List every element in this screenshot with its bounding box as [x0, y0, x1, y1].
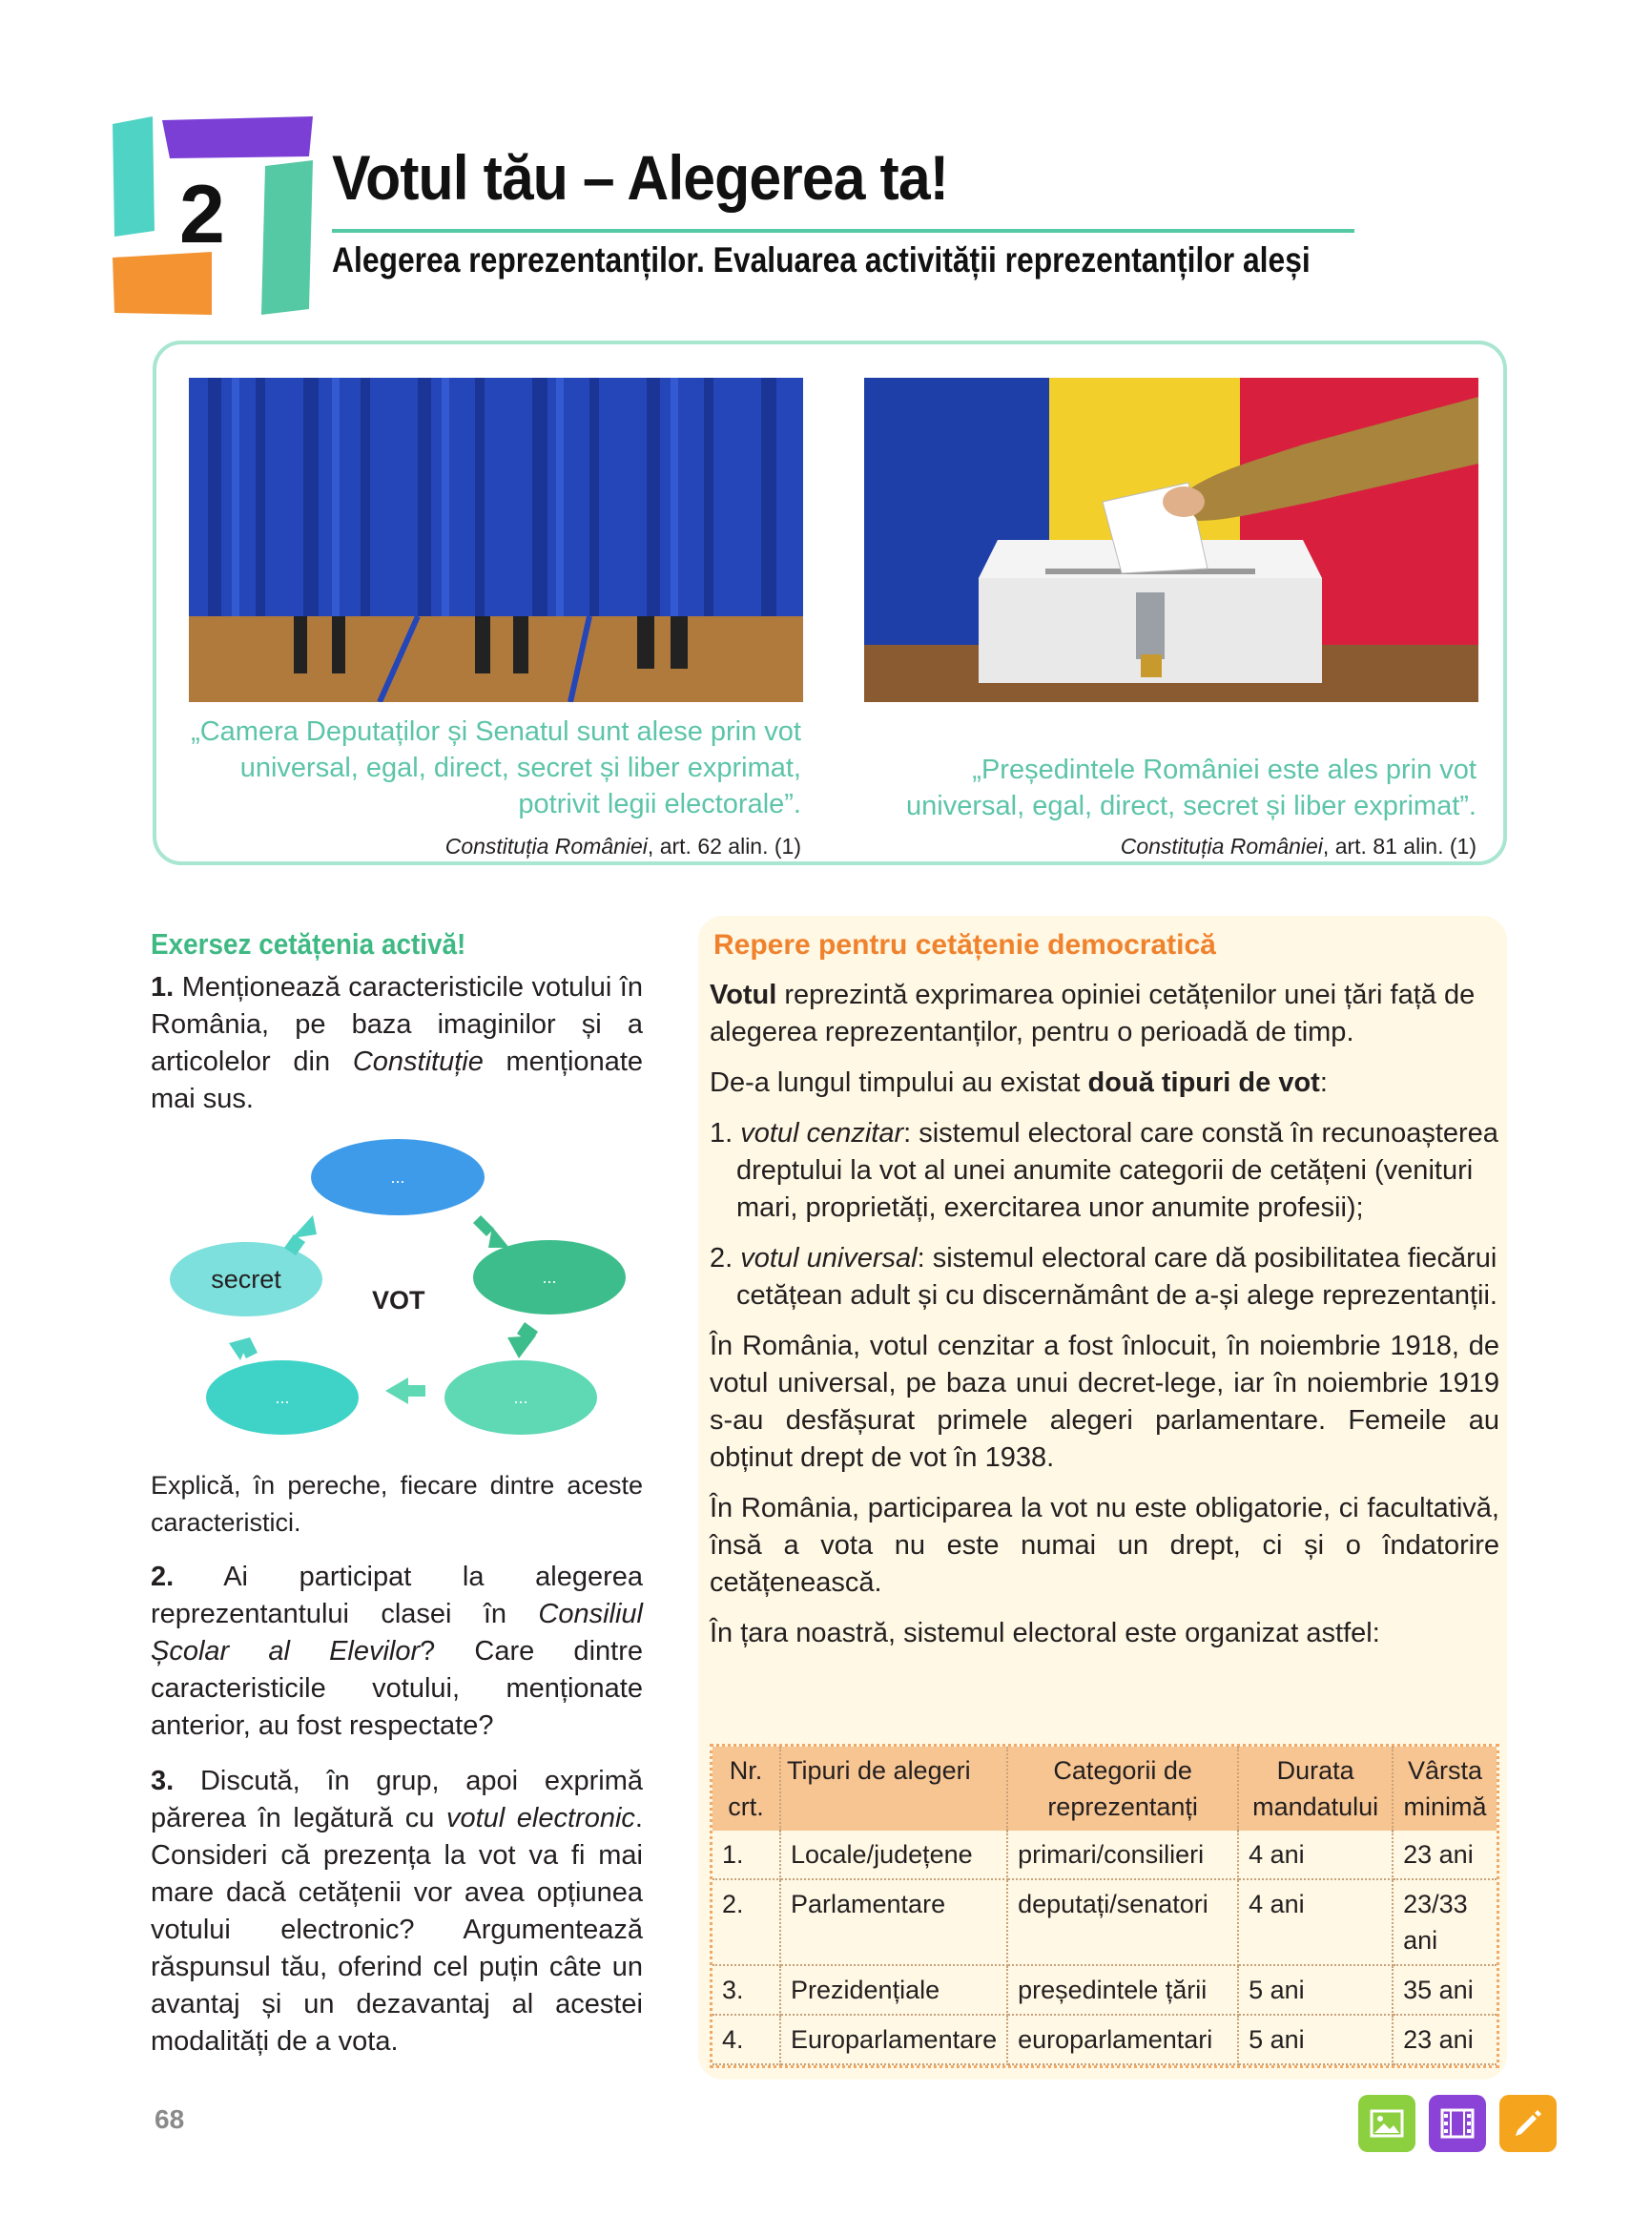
lesson-number: 2	[179, 169, 225, 260]
image-icon[interactable]	[1358, 2095, 1415, 2152]
cell-duration: 4 ani	[1238, 1879, 1393, 1965]
left-photo-source	[191, 834, 801, 859]
vote-characteristics-diagram	[151, 1135, 643, 1450]
question-2: 2. Ai participat la alegerea reprezentantului clasei în Consiliul Școlar al Elevilor? Care dintre caracteristicile votului, menționate anterior, au fost respectate?	[151, 1562, 643, 1741]
diagram-node-left-bottom[interactable]: ...	[206, 1360, 359, 1435]
header-category: Categorii de reprezentanți	[1007, 1747, 1238, 1831]
table-row	[712, 1831, 1497, 1879]
repere-history: În România, votul cenzitar a fost înlocuit, în noiembrie 1918, de votul universal, pe baza unui decret-lege, iar în noiembrie 1919 s-au desfășurat primele alegeri parlamentare. Femeile au obținut drept de vot în 1938.	[710, 1331, 1499, 1473]
table-row	[712, 1879, 1497, 1965]
cell-nr: 1.	[712, 1831, 780, 1879]
cell-type: Europarlamentare	[780, 2015, 1007, 2064]
pencil-icon[interactable]	[1499, 2095, 1557, 2152]
ballot-box-photo	[864, 378, 1478, 702]
cell-type: Prezidențiale	[780, 1965, 1007, 2015]
cell-category: europarlamentari	[1007, 2015, 1238, 2064]
cell-age: 23/33 ani	[1393, 1879, 1497, 1965]
vote-type-1: 1. votul cenzitar: sistemul electoral care constă în recunoașterea dreptului la vot al unei anumite categorii de cetățeni (venituri mari, proprietăți, exercitarea unor anumite profesii);	[710, 1118, 1498, 1223]
title-divider	[332, 229, 1354, 233]
right-photo-source	[858, 834, 1476, 859]
repere-definition: Votul reprezintă exprimarea opiniei cetățenilor unei țări față de alegerea reprezentanților, pentru o perioadă de timp.	[710, 980, 1476, 1047]
source-ref: , art. 62 alin. (1)	[647, 834, 801, 859]
page-subtitle: Alegerea reprezentanților. Evaluarea activității reprezentanților aleși	[332, 240, 1311, 280]
source-title: Constituția României	[444, 834, 648, 859]
source-title: Constituția României	[1120, 834, 1323, 859]
left-photo-quote: „Camera Deputaților și Senatul sunt alese prin vot universal, egal, direct, secret și liber exprimat, potrivit legii electorale”.	[191, 716, 801, 819]
cell-duration: 5 ani	[1238, 1965, 1393, 2015]
cell-category: președintele țării	[1007, 1965, 1238, 2015]
diagram-center-label: VOT	[372, 1286, 425, 1315]
diagram-node-right-top[interactable]: ...	[473, 1240, 626, 1315]
diagram-node-right-bottom[interactable]: ...	[444, 1360, 597, 1435]
diagram-arrows	[151, 1135, 643, 1450]
repere-vote-types-intro: De-a lungul timpului au existat două tipuri de vot:	[710, 1067, 1328, 1098]
diagram-node-left-top[interactable]: secret	[170, 1242, 322, 1316]
source-ref: , art. 81 alin. (1)	[1322, 834, 1476, 859]
cell-nr: 3.	[712, 1965, 780, 2015]
cell-duration: 5 ani	[1238, 2015, 1393, 2064]
question-1: 1. Menționează caracteristicile votului în România, pe baza imaginilor și a articolelor din Constituție menționate mai sus.	[151, 972, 644, 1114]
header-type: Tipuri de alegeri	[780, 1747, 1007, 1831]
electoral-system-table	[710, 1744, 1499, 2068]
question-1-followup: Explică, în pereche, fiecare dintre aceste caracteristici.	[151, 1471, 643, 1537]
cell-age: 23 ani	[1393, 1831, 1497, 1879]
film-icon[interactable]	[1429, 2095, 1486, 2152]
cell-nr: 2.	[712, 1879, 780, 1965]
page-title: Votul tău – Alegerea ta!	[332, 142, 948, 213]
table-header-row	[712, 1747, 1497, 1831]
cell-type: Locale/județene	[780, 1831, 1007, 1879]
cell-duration: 4 ani	[1238, 1831, 1393, 1879]
repere-heading: Repere pentru cetățenie democratică	[713, 929, 1216, 961]
header-age: Vârsta minimă	[1393, 1747, 1497, 1831]
header-duration: Durata mandatului	[1238, 1747, 1393, 1831]
cell-nr: 4.	[712, 2015, 780, 2064]
exercise-heading: Exersez cetățenia activă!	[151, 927, 466, 961]
question-3: 3. Discută, în grup, apoi exprimă părerea în legătură cu votul electronic. Consideri că prezența la vot va fi mai mare dacă cetățenii vor avea opțiunea votului electronic? Argumentează răspunsul tău, oferind cel puțin câte un avantaj și un dezavantaj al acestei modalități de a vota.	[151, 1766, 643, 2057]
vote-type-2: 2. votul universal: sistemul electoral care dă posibilitatea fiecărui cetățean adult și cu discernământ de a-și alege reprezentanții.	[710, 1243, 1497, 1311]
diagram-node-top[interactable]: ...	[311, 1139, 485, 1215]
repere-table-intro: În țara noastră, sistemul electoral este organizat astfel:	[710, 1618, 1380, 1648]
cell-age: 35 ani	[1393, 1965, 1497, 2015]
table-row	[712, 2015, 1497, 2064]
cell-category: deputați/senatori	[1007, 1879, 1238, 1965]
lesson-number-badge	[113, 116, 315, 315]
cell-type: Parlamentare	[780, 1879, 1007, 1965]
table-row	[712, 1965, 1497, 2015]
page-number: 68	[155, 2104, 185, 2134]
repere-participation: În România, participarea la vot nu este obligatorie, ci facultativă, însă a vota nu este numai un drept, ci și o îndatorire cetățenească.	[710, 1493, 1499, 1598]
repere-text	[710, 977, 1499, 1652]
right-photo-quote: „Președintele României este ales prin vot universal, egal, direct, secret și liber exprimat”.	[906, 755, 1476, 821]
cell-age: 23 ani	[1393, 2015, 1497, 2064]
voting-booth-photo	[189, 378, 803, 702]
header-nr: Nr. crt.	[712, 1747, 780, 1831]
cell-category: primari/consilieri	[1007, 1831, 1238, 1879]
